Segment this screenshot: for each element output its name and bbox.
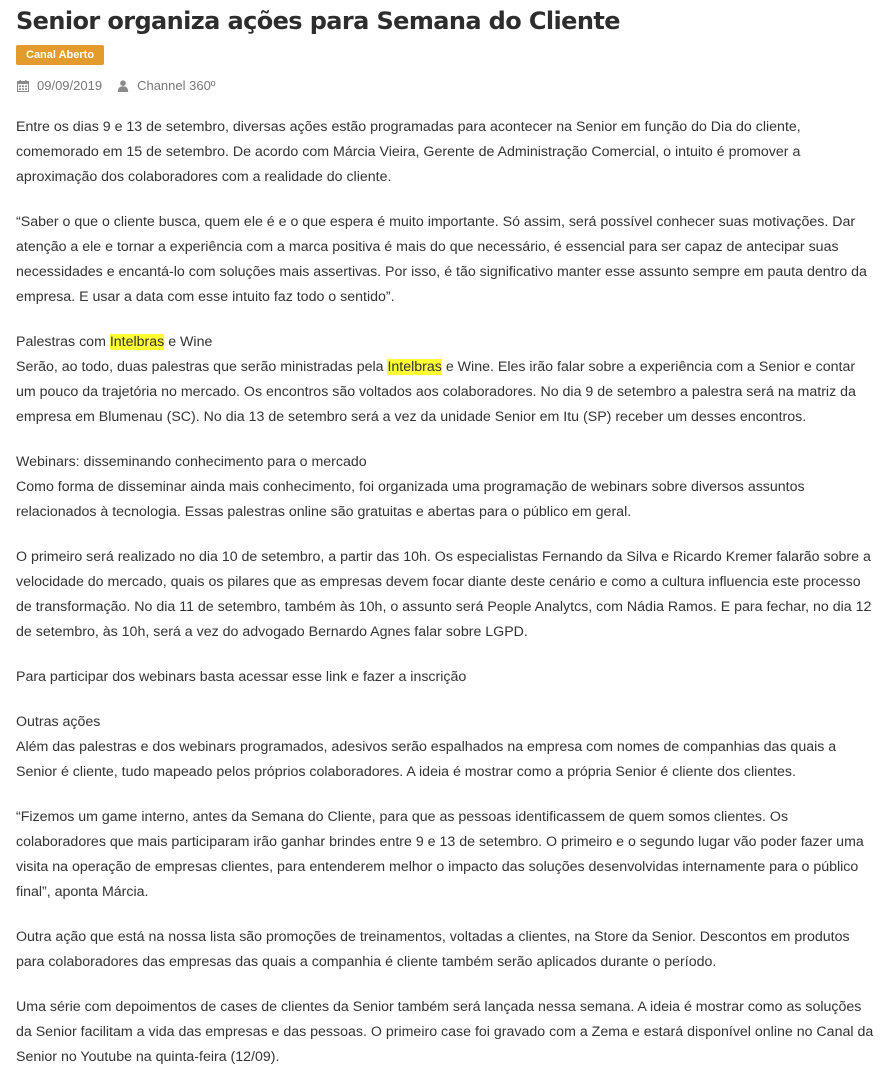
paragraph: O primeiro será realizado no dia 10 de setembro, a partir das 10h. Os especialistas Fernando da Silva e Ricardo Kremer falarão sobre a velocidade do mercado, quais os pilares que as empresas devem focar diante deste cenário e como a cultura influencia este processo de transformação. No dia 11 de setembro, também às 10h, o assunto será People Analytcs, com Nádia Ramos. E para fechar, no dia 12 de setembro, às 10h, será a vez do advogado Bernardo Agnes falar sobre LGPD. bbox=[16, 549, 872, 640]
paragraph: Uma série com depoimentos de cases de clientes da Senior também será lançada nessa semana. A ideia é mostrar como as soluções da Senior facilitam a vida das empresas e das pessoas. O primeiro case foi gravado com a Zema e estará disponível online no Canal da Senior no Youtube na quinta-feira (12/09). bbox=[16, 999, 874, 1065]
paragraph: Entre os dias 9 e 13 de setembro, diversas ações estão programadas para acontecer na Senior em função do Dia do cliente, comemorado em 15 de setembro. De acordo com Márcia Vieira, Gerente de Administração Comercial, o intuito é promover a aproximação dos colaboradores com a realidade do cliente. bbox=[16, 119, 801, 185]
article-date: 09/09/2019 bbox=[37, 78, 103, 93]
article-title: Senior organiza ações para Semana do Cliente bbox=[16, 7, 620, 35]
quote-paragraph: “Fizemos um game interno, antes da Semana do Cliente, para que as pessoas identificassem de quem somos clientes. Os colaboradores que mais participaram irão ganhar brindes entre 9 e 13 de setembro. O primeiro e o segundo lugar vão poder fazer uma visita na operação de empresas clientes, para entenderem melhor o impacto das soluções desenvolvidas internamente para o público final”, aponta Márcia. bbox=[16, 809, 864, 900]
calendar-icon bbox=[16, 79, 30, 93]
article-author[interactable]: Channel 360º bbox=[137, 78, 216, 93]
section-webinars bbox=[16, 450, 874, 525]
highlighted-term: Intelbras bbox=[387, 359, 442, 375]
section-text: Além das palestras e dos webinars programados, adesivos serão espalhados na empresa com nomes de companhias das quais a Senior é cliente, tudo mapeado pelos próprios colaboradores. A ideia é mostrar como a própria Senior é cliente dos clientes. bbox=[16, 739, 837, 780]
quote-paragraph: “Saber o que o cliente busca, quem ele é e o que espera é muito importante. Só assim, será possível conhecer suas motivações. Dar atenção a ele e tornar a experiência com a marca positiva é mais do que necessário, é essencial para ser capaz de antecipar suas necessidades e encantá-lo com soluções mais assertivas. Por isso, é tão significativo manter esse assunto sempre em pauta dentro da empresa. E usar a data com esse intuito faz todo o sentido”. bbox=[16, 214, 867, 305]
article bbox=[16, 0, 874, 1090]
section-heading: Webinars: disseminando conhecimento para o mercado bbox=[16, 454, 367, 470]
section-palestras bbox=[16, 330, 874, 430]
category-badge[interactable]: Canal Aberto bbox=[16, 45, 104, 65]
article-body bbox=[16, 115, 874, 1070]
section-heading-text: e Wine bbox=[164, 334, 213, 350]
section-text: e Wine. Eles irão falar sobre a experiência com a Senior e contar um pouco da trajetória no mercado. Os encontros são voltados aos colaboradores. No dia 9 de setembro a palestra será na matriz da empresa em Blumenau (SC). No dia 13 de setembro será a vez da unidade Senior em Itu (SP) receber um desses encontros. bbox=[16, 359, 856, 425]
section-outras-acoes bbox=[16, 710, 874, 785]
signup-paragraph: Para participar dos webinars basta acessar esse link e fazer a inscrição bbox=[16, 669, 467, 685]
section-text: Como forma de disseminar ainda mais conhecimento, foi organizada uma programação de webinars sobre diversos assuntos relacionados à tecnologia. Essas palestras online são gratuitas e abertas para o público em geral. bbox=[16, 479, 805, 520]
section-text: Serão, ao todo, duas palestras que serão ministradas pela bbox=[16, 359, 388, 375]
section-heading-text: Palestras com bbox=[16, 334, 110, 350]
section-heading: Outras ações bbox=[16, 714, 101, 730]
user-icon bbox=[116, 79, 130, 93]
paragraph: Outra ação que está na nossa lista são promoções de treinamentos, voltadas a clientes, na Store da Senior. Descontos em produtos para colaboradores das empresas das quais a companhia é cliente também serão aplicados durante o período. bbox=[16, 929, 850, 970]
article-meta bbox=[16, 77, 874, 95]
highlighted-term: Intelbras bbox=[109, 334, 165, 350]
